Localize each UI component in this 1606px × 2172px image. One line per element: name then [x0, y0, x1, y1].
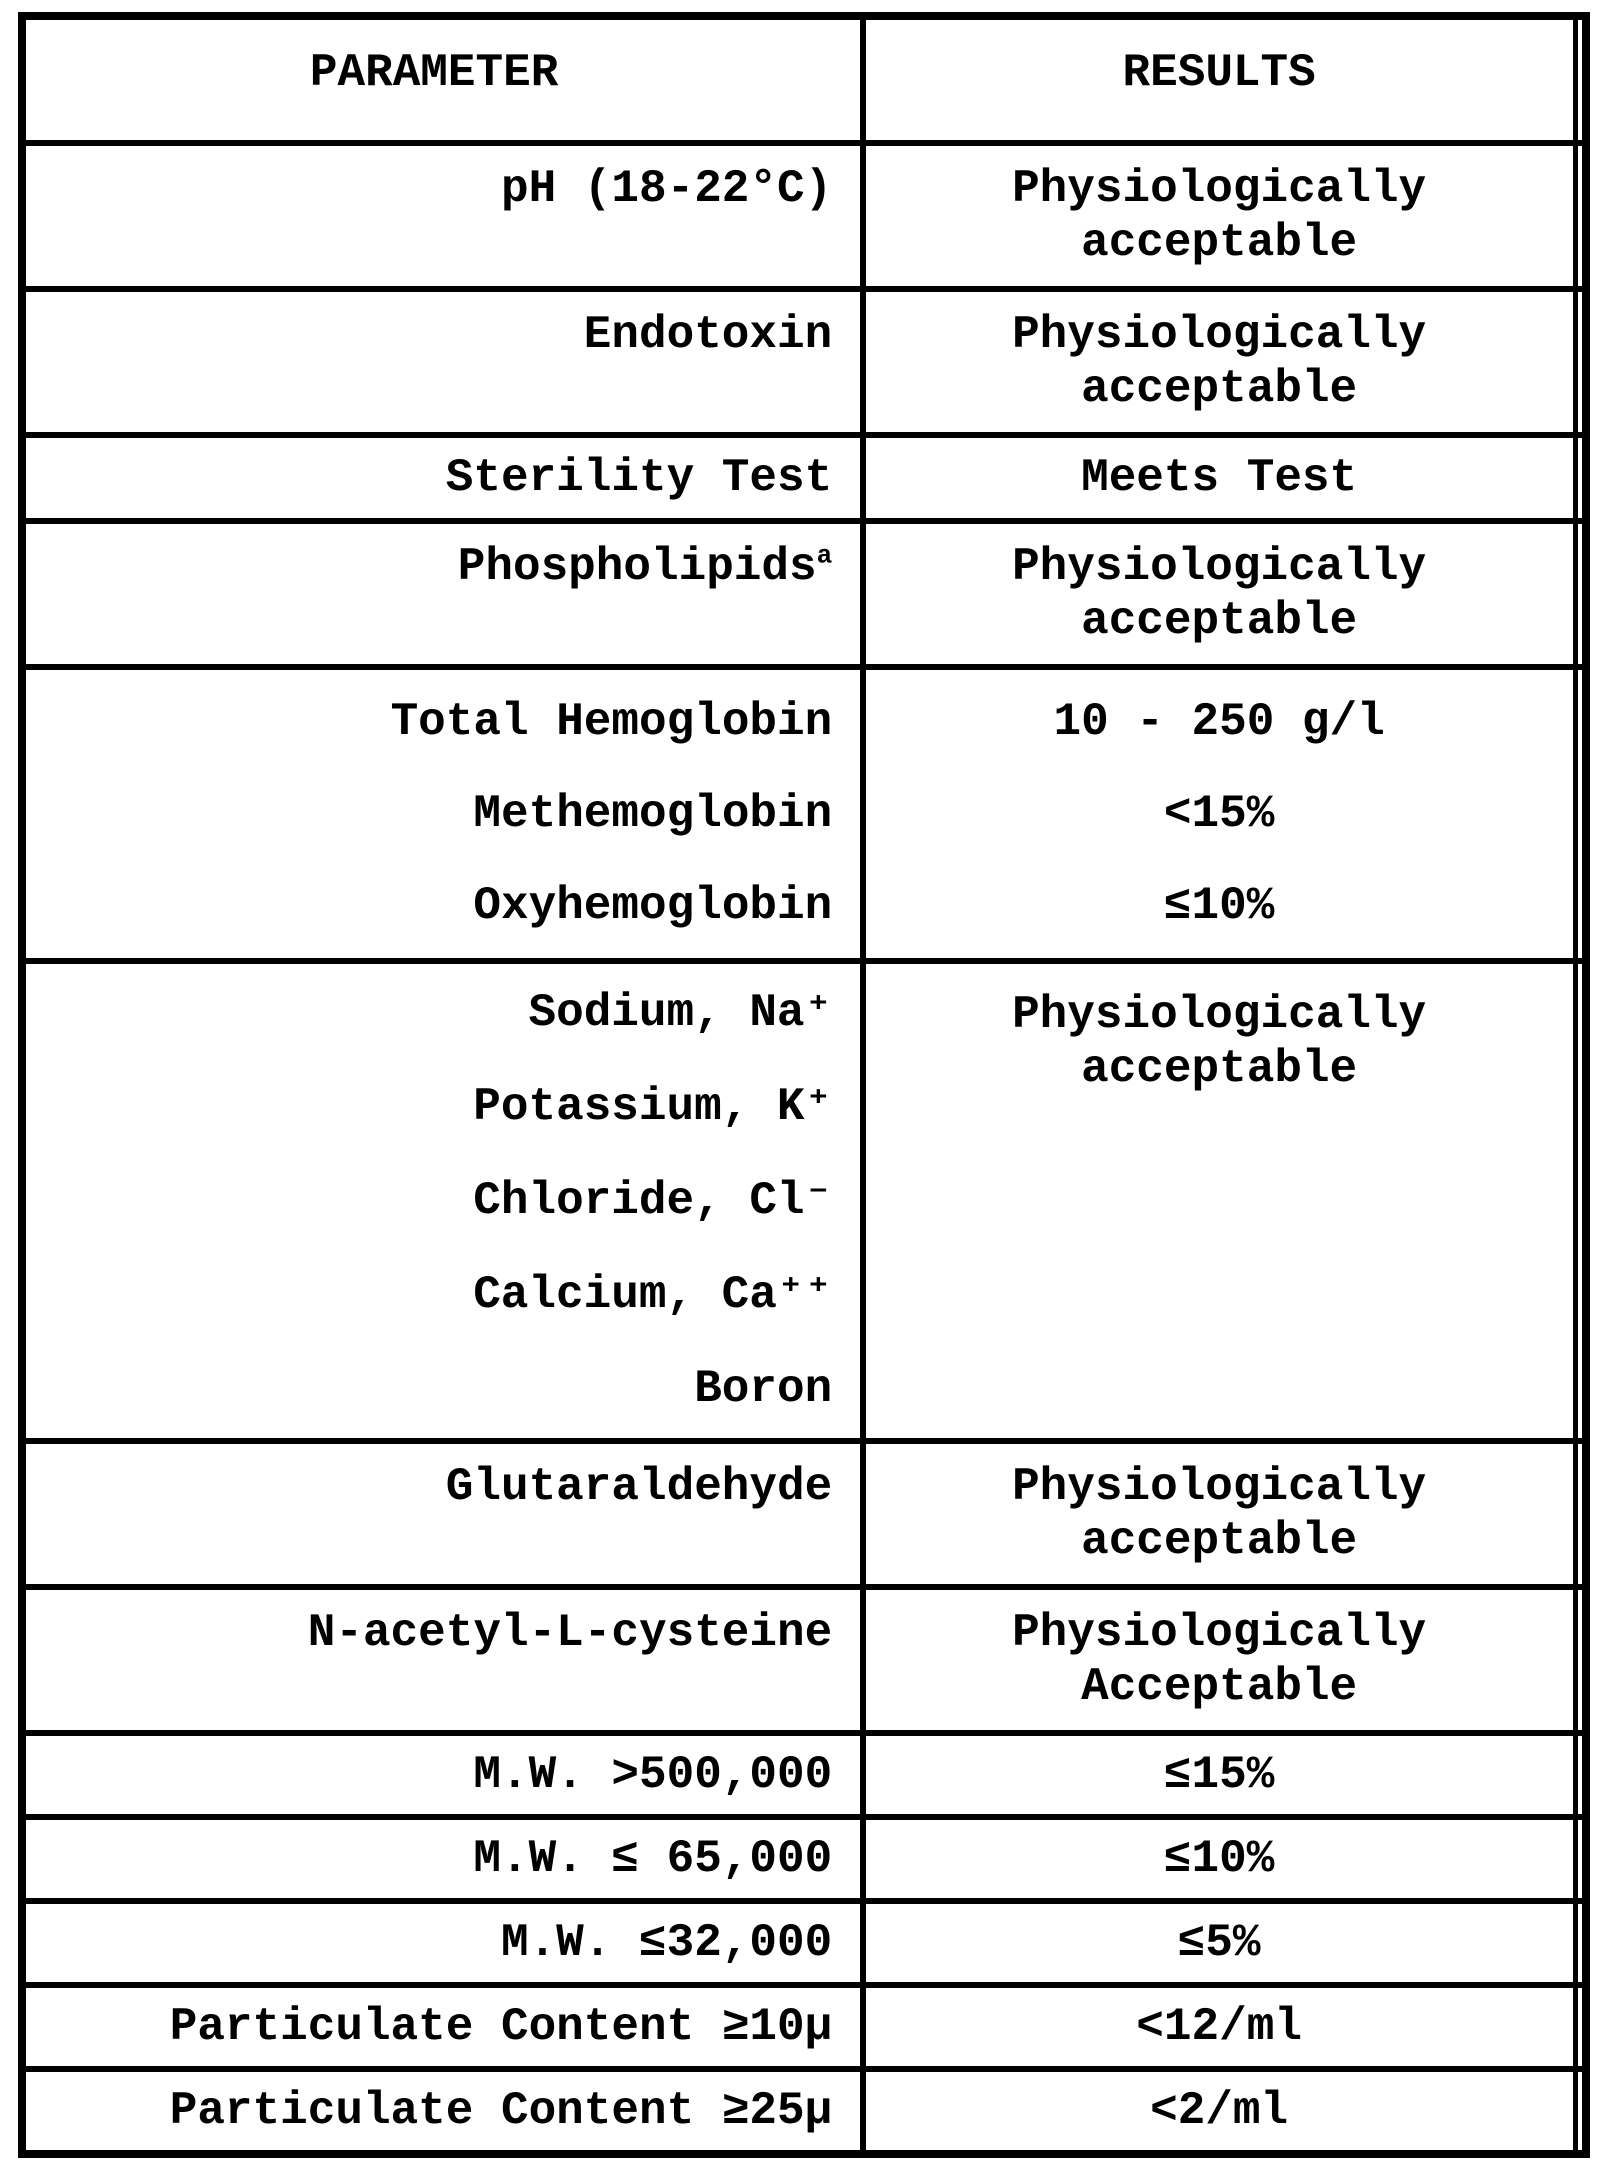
parameter-text: N-acetyl-L-cysteine — [307, 1607, 833, 1659]
parameter-text: Sodium, Na⁺ — [528, 986, 833, 1039]
result-text: acceptable — [1081, 1515, 1358, 1568]
table-row-mw-32000 — [26, 1898, 1582, 1982]
parameter-cell — [26, 438, 866, 518]
parameter-cell — [26, 146, 866, 286]
result-text: Physiologically — [1012, 541, 1427, 593]
result-cell — [866, 292, 1582, 432]
result-cell — [866, 524, 1582, 664]
result-text: Physiologically — [1012, 163, 1427, 215]
table-row-sterility-test — [26, 432, 1582, 518]
table-row-particulate-10u — [26, 1982, 1582, 2066]
header-results-label: RESULTS — [1122, 47, 1316, 99]
result-cell — [866, 438, 1582, 518]
result-cell — [866, 1736, 1582, 1814]
parameter-cell — [26, 1904, 866, 1982]
result-cell — [866, 146, 1582, 286]
parameter-cell — [26, 292, 866, 432]
result-text: acceptable — [1081, 217, 1358, 270]
result-text: ≤10% — [1163, 1832, 1275, 1885]
table-row-hemoglobin-group — [26, 664, 1582, 958]
parameter-text: M.W. >500,000 — [473, 1748, 833, 1801]
parameter-cell — [26, 1590, 866, 1730]
result-text: acceptable — [1081, 363, 1358, 416]
parameter-cell — [26, 2072, 866, 2150]
parameter-text — [458, 540, 832, 594]
parameter-label: Phospholipids — [457, 541, 817, 593]
header-cell-results — [866, 20, 1582, 140]
result-text: acceptable — [1081, 1043, 1358, 1096]
result-text: Acceptable — [1081, 1661, 1358, 1714]
table-row-mw-65000 — [26, 1814, 1582, 1898]
table-row-phospholipids — [26, 518, 1582, 664]
parameter-text: Calcium, Ca⁺⁺ — [473, 1268, 833, 1321]
header-parameter-label: PARAMETER — [309, 47, 559, 99]
result-cell — [866, 670, 1582, 958]
parameter-cell — [26, 964, 866, 1438]
parameter-text: Endotoxin — [583, 309, 833, 361]
parameter-text: Particulate Content ≥25μ — [169, 2084, 833, 2137]
parameter-cell — [26, 1820, 866, 1898]
result-cell — [866, 964, 1582, 1438]
footnote-marker: a — [816, 540, 833, 571]
parameter-text: Methemoglobin — [473, 787, 833, 840]
parameter-text: Potassium, K⁺ — [473, 1080, 833, 1133]
result-cell — [866, 1444, 1582, 1584]
result-text: ≤10% — [1163, 879, 1275, 932]
result-text: Physiologically — [1012, 309, 1427, 361]
parameter-text: Sterility Test — [445, 451, 833, 504]
result-text: 10 - 250 g/l — [1053, 695, 1385, 748]
result-text: ≤15% — [1163, 1748, 1275, 1801]
result-text: Physiologically — [1012, 989, 1427, 1041]
parameter-text: M.W. ≤32,000 — [500, 1916, 833, 1969]
result-text: Physiologically — [1012, 1461, 1427, 1513]
parameter-cell — [26, 524, 866, 664]
table-header-row — [26, 20, 1582, 140]
table-row-glutaraldehyde — [26, 1438, 1582, 1584]
result-cell — [866, 1820, 1582, 1898]
parameter-cell — [26, 1444, 866, 1584]
result-cell — [866, 2072, 1582, 2150]
parameter-text: Total Hemoglobin — [390, 695, 833, 748]
parameter-text: Boron — [694, 1362, 833, 1415]
parameter-cell — [26, 670, 866, 958]
result-text: acceptable — [1081, 595, 1358, 648]
table-row-ph — [26, 140, 1582, 286]
result-text: <12/ml — [1136, 2000, 1302, 2053]
parameter-text: Chloride, Cl⁻ — [473, 1174, 833, 1227]
table-row-particulate-25u — [26, 2066, 1582, 2150]
header-cell-parameter — [26, 20, 866, 140]
result-text: <15% — [1163, 787, 1275, 840]
result-cell — [866, 1590, 1582, 1730]
parameter-cell — [26, 1736, 866, 1814]
table-row-endotoxin — [26, 286, 1582, 432]
parameter-text: Glutaraldehyde — [445, 1461, 833, 1513]
parameter-text: Oxyhemoglobin — [473, 879, 833, 932]
parameter-cell — [26, 1988, 866, 2066]
result-text: <2/ml — [1150, 2084, 1289, 2137]
table-row-electrolytes-group — [26, 958, 1582, 1438]
result-text: Meets Test — [1081, 451, 1358, 504]
result-cell — [866, 1988, 1582, 2066]
result-text: Physiologically — [1012, 1607, 1427, 1659]
parameter-text: pH (18-22°C) — [500, 163, 833, 215]
parameters-results-table — [18, 12, 1590, 2158]
result-text: ≤5% — [1177, 1916, 1261, 1969]
table-row-n-acetyl-l-cysteine — [26, 1584, 1582, 1730]
parameter-text: Particulate Content ≥10μ — [169, 2000, 833, 2053]
table-row-mw-500000 — [26, 1730, 1582, 1814]
result-cell — [866, 1904, 1582, 1982]
parameter-text: M.W. ≤ 65,000 — [473, 1832, 833, 1885]
